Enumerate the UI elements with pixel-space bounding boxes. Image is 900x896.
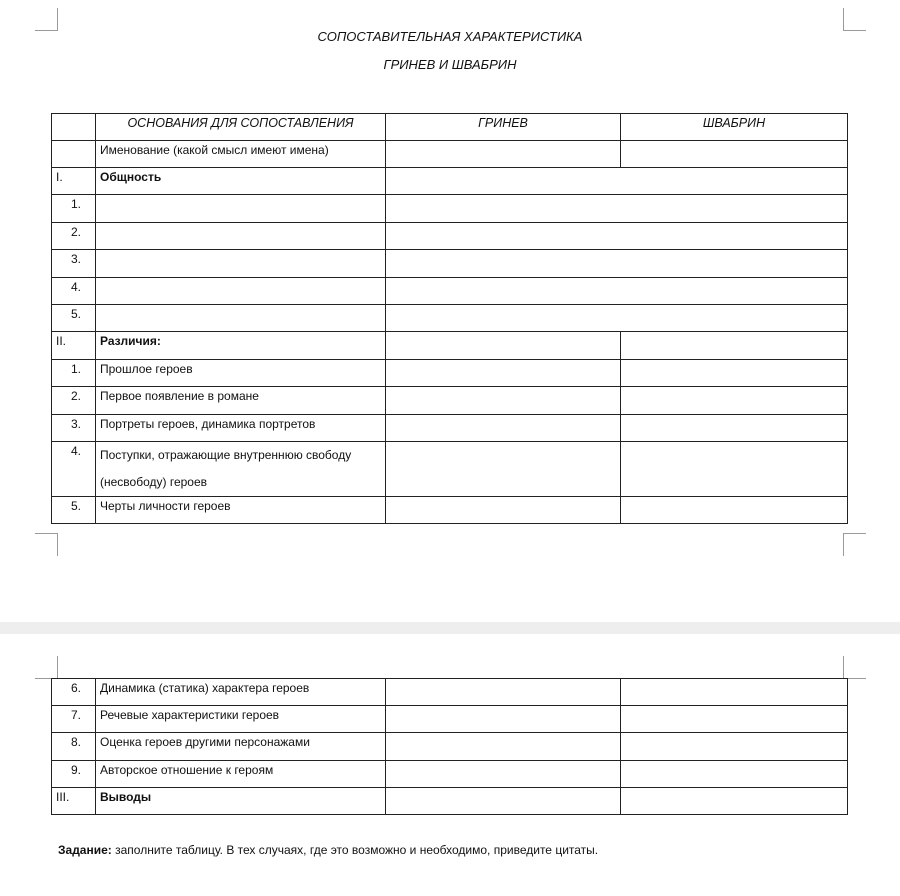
row-number: 9.	[52, 761, 96, 788]
row-label: Авторское отношение к героям	[96, 761, 386, 788]
shvabrin-cell[interactable]	[621, 141, 848, 168]
row-number: 3.	[52, 415, 96, 442]
section-numeral: I.	[52, 168, 96, 195]
margin-mark-bottom-right	[843, 533, 866, 556]
table-row	[52, 195, 848, 223]
shvabrin-cell[interactable]	[621, 679, 848, 706]
shvabrin-cell[interactable]	[621, 442, 848, 497]
grinev-cell[interactable]	[386, 706, 621, 733]
comparison-table-continued	[51, 678, 848, 815]
common-cell[interactable]	[386, 168, 848, 195]
table-row	[52, 387, 848, 415]
margin-mark-top-right	[843, 8, 866, 31]
task-instruction	[58, 843, 598, 857]
grinev-cell[interactable]	[386, 415, 621, 442]
table-row	[52, 497, 848, 524]
row-number: 2.	[52, 223, 96, 250]
margin-mark-top-left	[35, 656, 58, 679]
row-number: 5.	[52, 497, 96, 524]
header-shvabrin: ШВАБРИН	[621, 114, 848, 141]
table-row	[52, 305, 848, 332]
table-row	[52, 415, 848, 442]
row-number: 4.	[52, 442, 96, 497]
row-number: 4.	[52, 278, 96, 305]
grinev-cell[interactable]	[386, 761, 621, 788]
header-basis: ОСНОВАНИЯ ДЛЯ СОПОСТАВЛЕНИЯ	[96, 114, 386, 141]
shvabrin-cell[interactable]	[621, 332, 848, 360]
table-row	[52, 761, 848, 788]
shvabrin-cell[interactable]	[621, 733, 848, 761]
table-row	[52, 679, 848, 706]
section-label: Общность	[96, 168, 386, 195]
row-number: 6.	[52, 679, 96, 706]
margin-mark-top-right	[843, 656, 866, 679]
table-row	[52, 250, 848, 278]
section-numeral: II.	[52, 332, 96, 360]
table-row	[52, 223, 848, 250]
row-label: Прошлое героев	[96, 360, 386, 387]
row-label: Речевые характеристики героев	[96, 706, 386, 733]
shvabrin-cell[interactable]	[621, 761, 848, 788]
section-label: Выводы	[96, 788, 386, 815]
margin-mark-top-left	[35, 8, 58, 31]
page-separator	[0, 622, 900, 634]
shvabrin-cell[interactable]	[621, 497, 848, 524]
shvabrin-cell[interactable]	[621, 360, 848, 387]
table-cell[interactable]	[96, 278, 386, 305]
section-numeral: III.	[52, 788, 96, 815]
row-label: Черты личности героев	[96, 497, 386, 524]
row-number: 3.	[52, 250, 96, 278]
comparison-table	[51, 113, 848, 524]
table-cell[interactable]	[52, 141, 96, 168]
task-text: заполните таблицу. В тех случаях, где это возможно и необходимо, приведите цитаты.	[111, 843, 599, 857]
section-row	[52, 332, 848, 360]
common-cell[interactable]	[386, 278, 848, 305]
section-row	[52, 168, 848, 195]
document-title: СОПОСТАВИТЕЛЬНАЯ ХАРАКТЕРИСТИКА	[317, 29, 583, 44]
row-number: 1.	[52, 195, 96, 223]
section-label: Различия:	[96, 332, 386, 360]
table-row	[52, 360, 848, 387]
table-row	[52, 278, 848, 305]
grinev-cell[interactable]	[386, 679, 621, 706]
grinev-cell[interactable]	[386, 733, 621, 761]
margin-mark-bottom-left	[35, 533, 58, 556]
header-grinev: ГРИНЕВ	[386, 114, 621, 141]
row-label: Оценка героев другими персонажами	[96, 733, 386, 761]
shvabrin-cell[interactable]	[621, 415, 848, 442]
grinev-cell[interactable]	[386, 141, 621, 168]
task-label: Задание:	[58, 843, 112, 857]
table-header-row	[52, 114, 848, 141]
table-row	[52, 442, 848, 497]
row-label: Именование (какой смысл имеют имена)	[96, 141, 386, 168]
table-cell[interactable]	[96, 223, 386, 250]
common-cell[interactable]	[386, 250, 848, 278]
table-row	[52, 706, 848, 733]
table-cell[interactable]	[96, 305, 386, 332]
document-subtitle: ГРИНЕВ И ШВАБРИН	[383, 57, 517, 72]
row-label: Динамика (статика) характера героев	[96, 679, 386, 706]
grinev-cell[interactable]	[386, 332, 621, 360]
grinev-cell[interactable]	[386, 387, 621, 415]
table-row	[52, 733, 848, 761]
row-label: Портреты героев, динамика портретов	[96, 415, 386, 442]
table-row	[52, 141, 848, 168]
shvabrin-cell[interactable]	[621, 387, 848, 415]
section-row	[52, 788, 848, 815]
row-number: 2.	[52, 387, 96, 415]
shvabrin-cell[interactable]	[621, 706, 848, 733]
table-cell[interactable]	[52, 114, 96, 141]
table-cell[interactable]	[96, 195, 386, 223]
row-label: Первое появление в романе	[96, 387, 386, 415]
row-label: Поступки, отражающие внутреннюю свободу (несвободу) героев	[96, 442, 386, 497]
common-cell[interactable]	[386, 223, 848, 250]
row-number: 8.	[52, 733, 96, 761]
row-number: 5.	[52, 305, 96, 332]
row-number: 7.	[52, 706, 96, 733]
shvabrin-cell[interactable]	[621, 788, 848, 815]
common-cell[interactable]	[386, 305, 848, 332]
grinev-cell[interactable]	[386, 442, 621, 497]
grinev-cell[interactable]	[386, 788, 621, 815]
table-cell[interactable]	[96, 250, 386, 278]
grinev-cell[interactable]	[386, 497, 621, 524]
common-cell[interactable]	[386, 195, 848, 223]
grinev-cell[interactable]	[386, 360, 621, 387]
row-number: 1.	[52, 360, 96, 387]
